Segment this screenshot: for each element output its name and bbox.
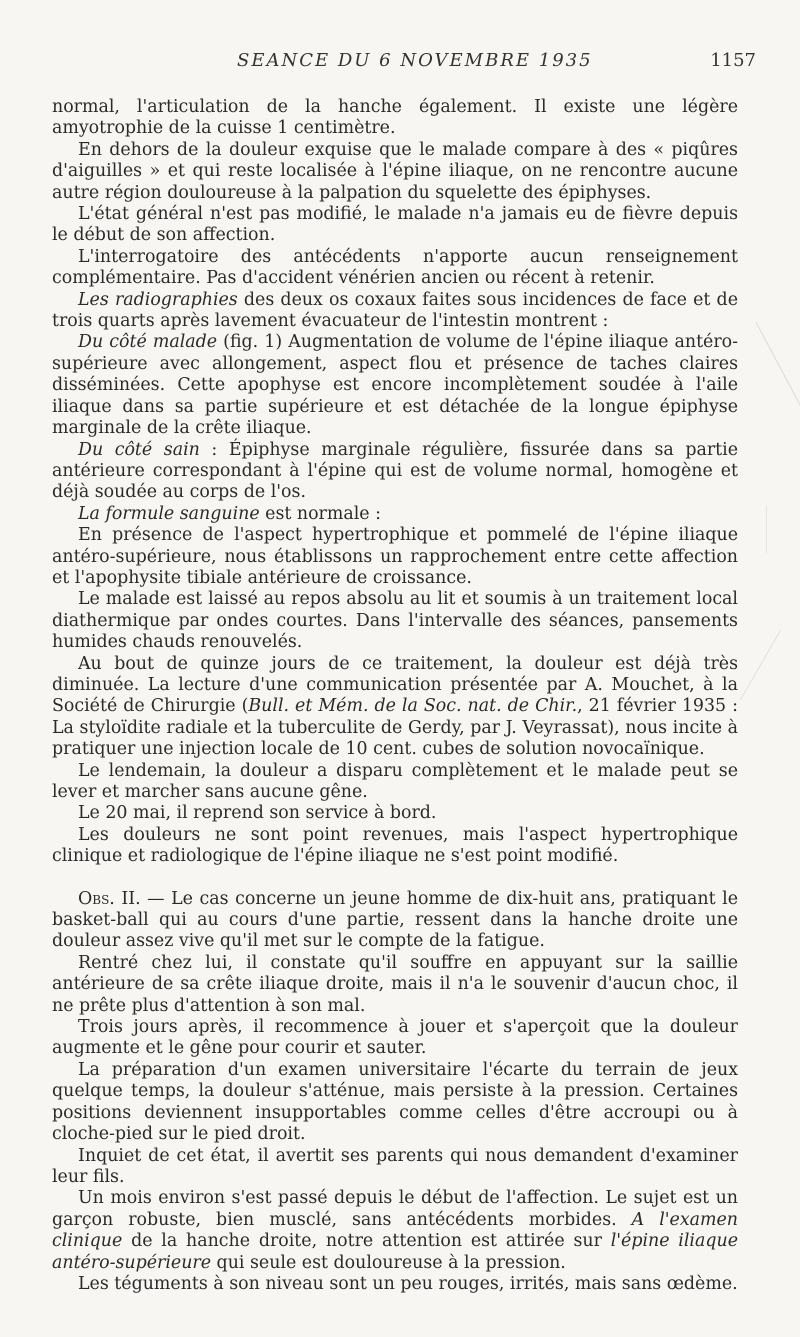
margin-pencil-mark xyxy=(740,630,800,700)
paragraph: L'état général n'est pas modifié, le malade n'a jamais eu de fièvre depuis le début de son affection. xyxy=(52,204,738,246)
page-header xyxy=(52,50,756,74)
paragraph: L'interrogatoire des antécédents n'apporte aucun renseignement complémentaire. Pas d'accident vénérien ancien ou récent à retenir. xyxy=(52,246,738,289)
paragraph: Les douleurs ne sont point revenues, mais l'aspect hypertrophique clinique et radiologique de l'épine iliaque ne s'est point modifié. xyxy=(52,824,738,867)
paragraph: En dehors de la douleur exquise que le malade compare à des « piqûres d'aiguilles » et qui reste localisée à l'épine iliaque, on ne rencontre aucune autre région douloureuse à la palpation du squelette des épiphyses. xyxy=(52,139,738,203)
italic-phrase: l'épine iliaque antéro-supérieure xyxy=(52,1231,738,1273)
italic-lead: Du côté sain xyxy=(78,439,200,460)
italic-phrase: A l'examen clinique xyxy=(52,1209,738,1252)
observation-label: Obs. II. xyxy=(78,888,141,909)
paragraph: Du côté malade (fig. 1) Augmentation de volume de l'épine iliaque antéro-supérieure avec allongement, aspect flou et présence de taches claires disséminées. Cette apophyse est encore incomplètement soudée à l'aile iliaque dans sa partie supérieure et est détachée de la longue épiphyse marginale de la crête iliaque. xyxy=(52,332,739,439)
italic-lead: Les radiographies xyxy=(78,289,238,310)
paragraph: Les téguments à son niveau sont un peu rouges, irrités, mais sans œdème. xyxy=(78,1273,738,1294)
paragraph: Le lendemain, la douleur a disparu complètement et le malade peut se lever et marcher sans aucune gêne. xyxy=(52,760,738,802)
paragraph: Du côté sain : Épiphyse marginale régulière, fissurée dans sa partie antérieure correspondant à l'épine qui est de volume normal, homogène et déjà soudée au corps de l'os. xyxy=(52,439,738,503)
citation: Bull. et Mém. de la Soc. nat. de Chir. xyxy=(248,696,578,717)
paragraph: normal, l'articulation de la hanche également. Il existe une légère amyotrophie de la cuisse 1 centimètre. xyxy=(52,97,738,139)
running-head: SEANCE DU 6 NOVEMBRE 1935 xyxy=(237,50,593,71)
page-number: 1157 xyxy=(710,50,756,71)
margin-pencil-mark xyxy=(752,505,767,553)
paragraph: Inquiet de cet état, il avertit ses parents qui nous demandent d'examiner leur fils. xyxy=(52,1145,738,1187)
paragraph: Les radiographies des deux os coxaux faites sous incidences de face et de trois quarts après lavement évacuateur de l'intestin montrent : xyxy=(52,289,738,332)
paragraph: Trois jours après, il recommence à jouer et s'aperçoit que la douleur augmente et le gêne pour courir et sauter. xyxy=(52,1017,738,1059)
paragraph: Au bout de quinze jours de ce traitement, la douleur est déjà très diminuée. La lecture d'une communication présentée par A. Mouchet, à la Société de Chirurgie (Bull. et Mém. de la Soc. nat. de Chir., 21 février 1935 : La styloïdite radiale et la tuberculite de Gerdy, par J. Veyrassat), nous incite à pratiquer une injection locale de 10 cent. cubes de solution novocaïnique. xyxy=(52,653,738,760)
paragraph: En présence de l'aspect hypertrophique et pommelé de l'épine iliaque antéro-supérieure, nous établissons un rapprochement entre cette affection et l'apophysite tibiale antérieure de croissance. xyxy=(52,525,738,588)
body-text xyxy=(52,97,738,1295)
paragraph: Un mois environ s'est passé depuis le début de l'affection. Le sujet est un garçon robuste, bien musclé, sans antécédents morbides. A l'examen clinique de la hanche droite, notre attention est attirée sur l'épine iliaque antéro-supérieure qui seule est douloureuse à la pression. xyxy=(52,1188,738,1273)
paragraph-obs-2: Obs. II. — Le cas concerne un jeune homme de dix-huit ans, pratiquant le basket-ball qui au cours d'une partie, ressent dans la hanche droite une douleur assez vive qu'il met sur le compte de la fatigue. xyxy=(52,888,738,952)
paragraph: Le malade est laissé au repos absolu au lit et soumis à un traitement local diathermique par ondes courtes. Dans l'intervalle des séances, pansements humides chauds renouvelés. xyxy=(52,589,738,653)
paragraph: Rentré chez lui, il constate qu'il souffre en appuyant sur la saillie antérieure de sa crête iliaque droite, mais il n'a le souvenir d'aucun choc, il ne prête plus d'attention à son mal. xyxy=(52,952,738,1016)
italic-lead: La formule sanguine xyxy=(78,503,260,524)
paragraph: Le 20 mai, il reprend son service à bord. xyxy=(78,803,437,824)
paragraph: La formule sanguine est normale : xyxy=(78,503,381,524)
paragraph: La préparation d'un examen universitaire l'écarte du terrain de jeux quelque temps, la douleur s'atténue, mais persiste à la pression. Certaines positions deviennent insupportables comme celles d'être accroupi ou à cloche-pied sur le pied droit. xyxy=(52,1059,738,1145)
italic-lead: Du côté malade xyxy=(78,332,218,353)
